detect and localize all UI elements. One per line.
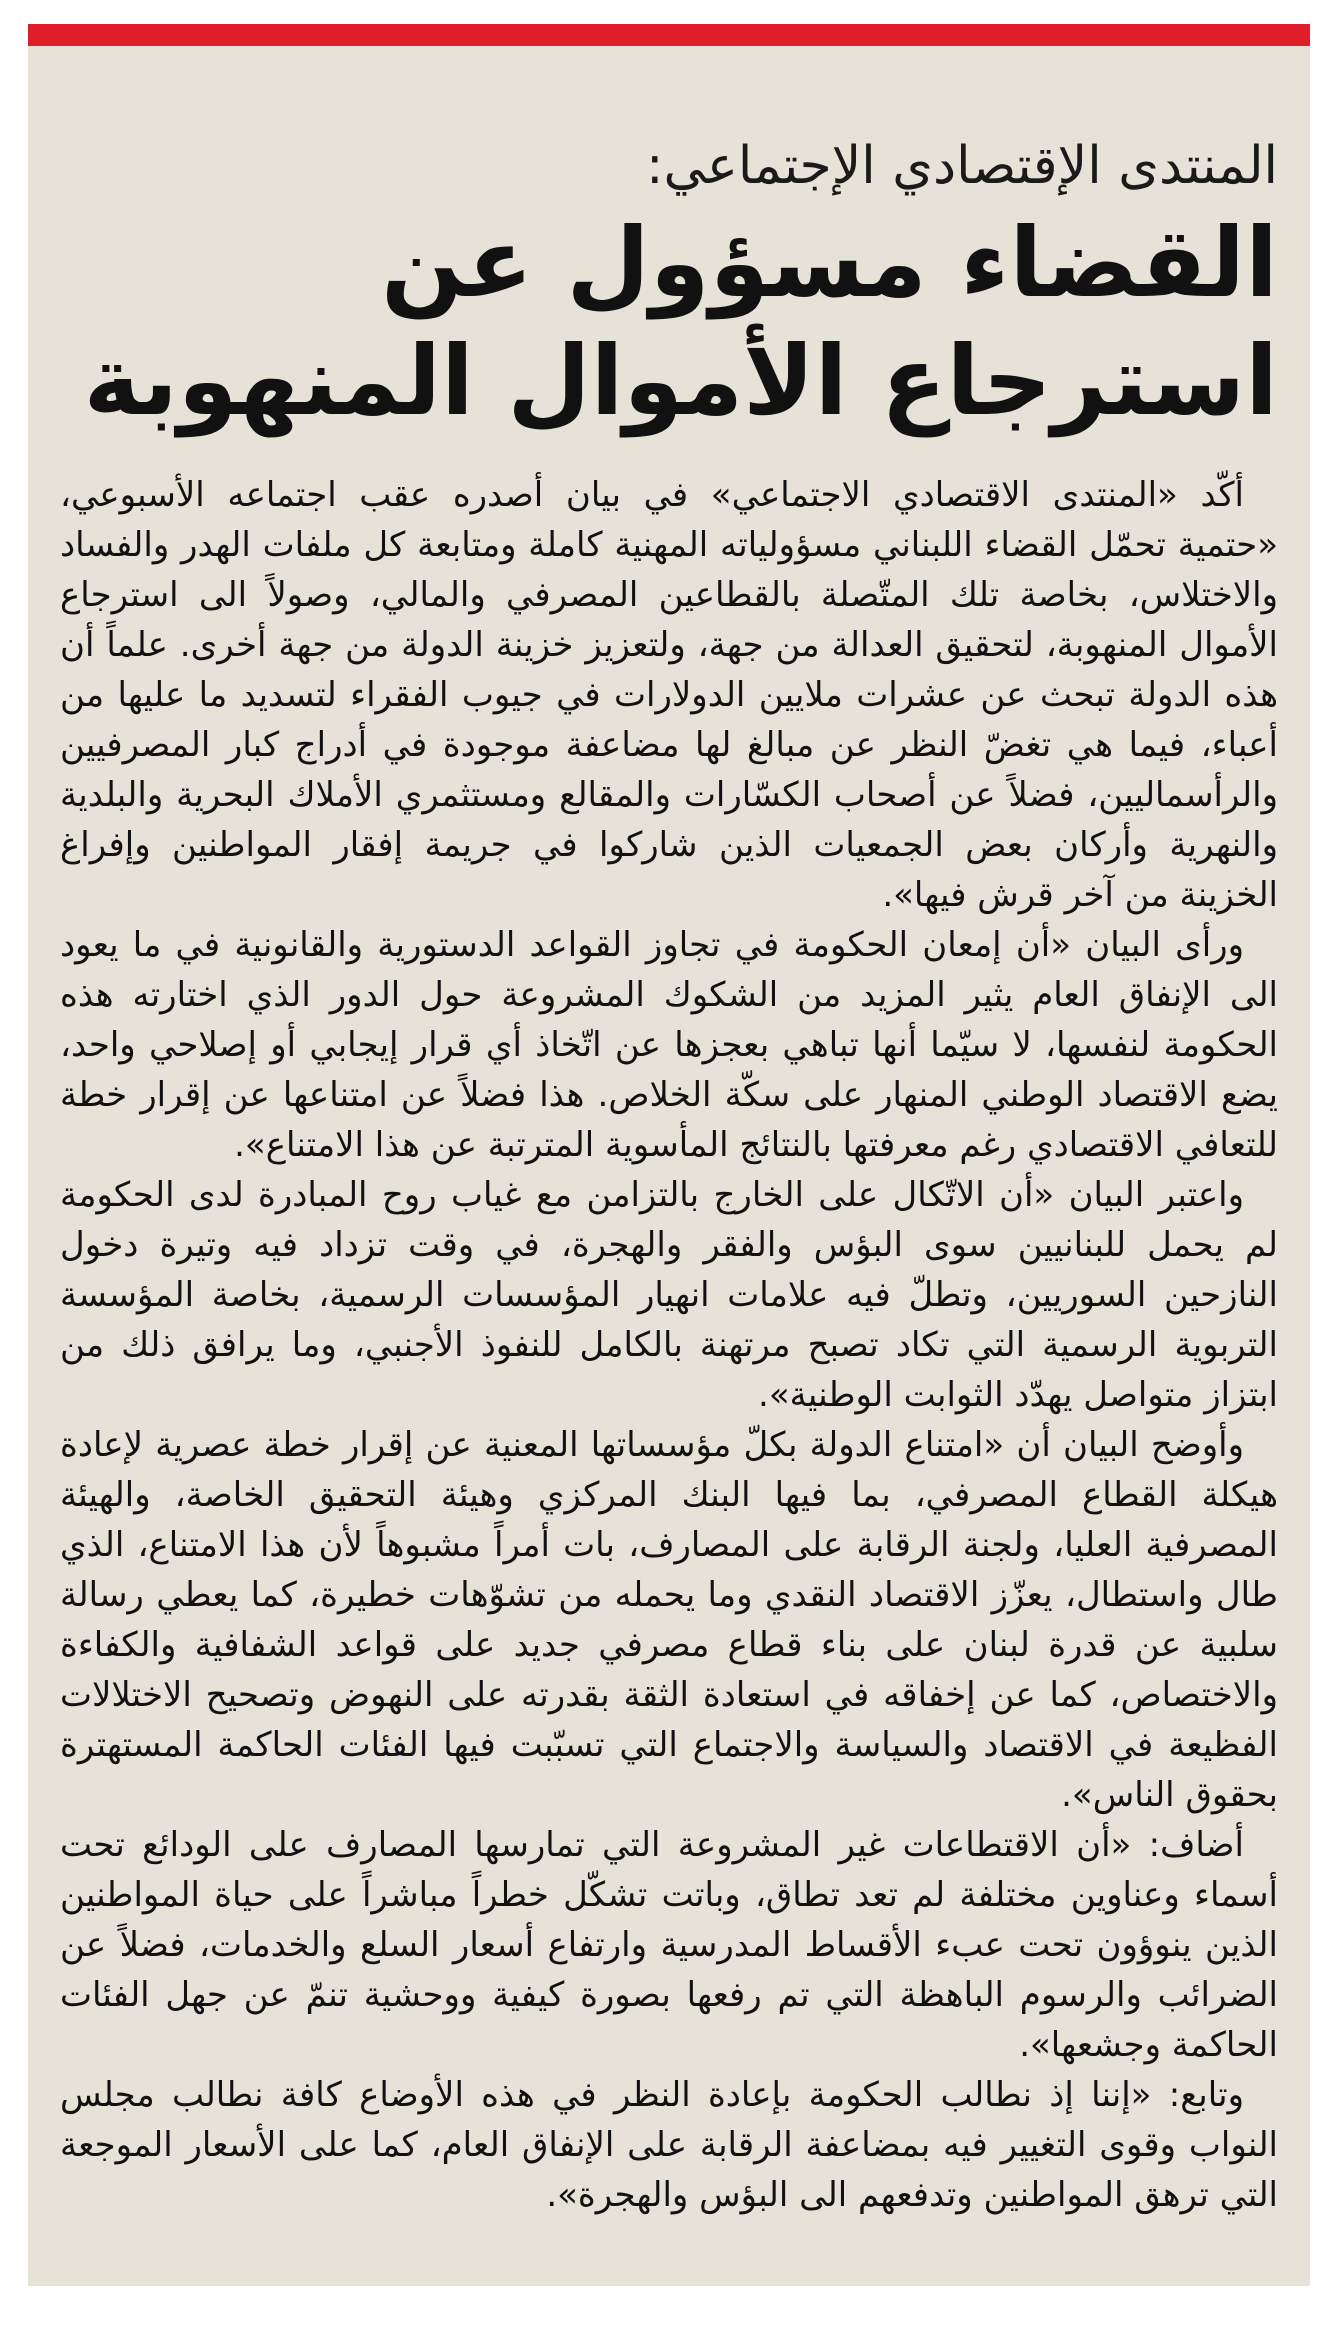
paragraph-3: واعتبر البيان «أن الاتّكال على الخارج بالتزامن مع غياب روح المبادرة لدى الحكومة لم يحمل للبنانيين سوى البؤس والفقر والهجرة، في وقت تزداد فيه وتيرة دخول النازحين السوريين، وتطلّ فيه علامات انهيار المؤسسات الرسمية، بخاصة المؤسسة التربوية الرسمية التي تكاد تصبح مرتهنة بالكامل للنفوذ الأجنبي، وما يرافق ذلك من ابتزاز متواصل يهدّد الثوابت الوطنية». <box>60 1175 1278 1415</box>
paragraph-4: وأوضح البيان أن «امتناع الدولة بكلّ مؤسساتها المعنية عن إقرار خطة عصرية لإعادة هيكلة القطاع المصرفي، بما فيها البنك المركزي وهيئة التحقيق الخاصة، والهيئة المصرفية العليا، ولجنة الرقابة على المصارف، بات أمراً مشبوهاً لأن هذا الامتناع، الذي طال واستطال، يعزّز الاقتصاد النقدي وما يحمله من تشوّهات خطيرة، كما يعطي رسالة سلبية عن قدرة لبنان على بناء قطاع مصرفي جديد على قواعد الشفافية والكفاءة والاختصاص، كما عن إخفاقه في استعادة الثقة بقدرته على النهوض وتصحيح الاختلالات الفظيعة في الاقتصاد والسياسة والاجتماع التي تسبّبت فيها الفئات الحاكمة المستهترة بحقوق الناس». <box>60 1425 1278 1815</box>
article-clipping <box>28 24 1310 2286</box>
paragraph-5: أضاف: «أن الاقتطاعات غير المشروعة التي تمارسها المصارف على الودائع تحت أسماء وعناوين مختلفة لم تعد تطاق، وباتت تشكّل خطراً مباشراً على حياة المواطنين الذين ينوؤون تحت عبء الأقساط المدرسية وارتفاع أسعار السلع والخدمات، فضلاً عن الضرائب والرسوم الباهظة التي تم رفعها بصورة كيفية ووحشية تنمّ عن جهل الفئات الحاكمة وجشعها». <box>60 1825 1278 2065</box>
paragraph-6: وتابع: «إننا إذ نطالب الحكومة بإعادة النظر في هذه الأوضاع كافة نطالب مجلس النواب وقوى التغيير فيه بمضاعفة الرقابة على الإنفاق العام، كما على الأسعار الموجعة التي ترهق المواطنين وتدفعهم الى البؤس والهجرة». <box>60 2075 1278 2215</box>
article-kicker: المنتدى الإقتصادي الإجتماعي: <box>646 136 1278 196</box>
article-content <box>60 134 1278 2220</box>
paragraph-2: ورأى البيان «أن إمعان الحكومة في تجاوز القواعد الدستورية والقانونية في ما يعود الى الإنفاق العام يثير المزيد من الشكوك المشروعة حول الدور الذي اختارته هذه الحكومة لنفسها، لا سيّما أنها تباهي بعجزها عن اتّخاذ أي قرار إيجابي أو إصلاحي واحد، يضع الاقتصاد الوطني المنهار على سكّة الخلاص. هذا فضلاً عن امتناعها عن إقرار خطة للتعافي الاقتصادي رغم معرفتها بالنتائج المأسوية المترتبة عن هذا الامتناع». <box>60 925 1278 1165</box>
paragraph-1: أكّد «المنتدى الاقتصادي الاجتماعي» في بيان أصدره عقب اجتماعه الأسبوعي، «حتمية تحمّل القضاء اللبناني مسؤولياته المهنية كاملة ومتابعة كل ملفات الهدر والفساد والاختلاس، بخاصة تلك المتّصلة بالقطاعين المصرفي والمالي، وصولاً الى استرجاع الأموال المنهوبة، لتحقيق العدالة من جهة، ولتعزيز خزينة الدولة من جهة أخرى. علماً أن هذه الدولة تبحث عن عشرات ملايين الدولارات في جيوب الفقراء لتسديد ما عليها من أعباء، فيما هي تغضّ النظر عن مبالغ لها مضاعفة موجودة في أدراج كبار المصرفيين والرأسماليين، فضلاً عن أصحاب الكسّارات والمقالع ومستثمري الأملاك البحرية والبلدية والنهرية وأركان بعض الجمعيات الذين شاركوا في جريمة إفقار المواطنين وإفراغ الخزينة من آخر قرش فيها». <box>60 475 1278 915</box>
red-accent-bar <box>28 24 1310 46</box>
article-body <box>60 470 1278 2220</box>
article-headline: القضاء مسؤول عن استرجاع الأموال المنهوبة <box>83 207 1278 437</box>
